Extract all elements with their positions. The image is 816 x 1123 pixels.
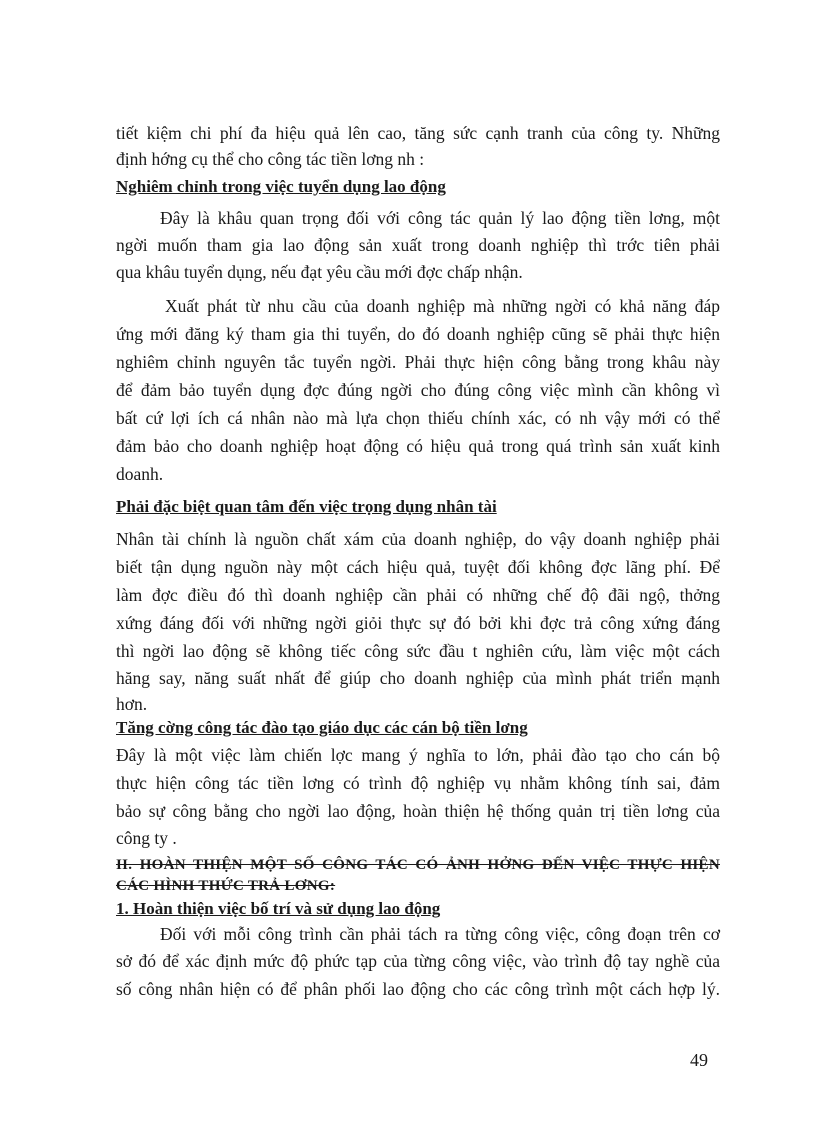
text-line: số công nhân hiện có để phân phối lao động cho các công trình một cách hợp lý. — [116, 979, 720, 999]
text-line: đảm bảo cho doanh nghiệp hoạt động có hiệu quả trong quá trình sản xuất kinh — [116, 436, 720, 456]
text-line: thực hiện công tác tiền lơng có trình độ nghiệp vụ nhằm không tính sai, đảm — [116, 773, 720, 793]
text-line: ứng mới đăng ký tham gia thi tuyển, do đó doanh nghiệp cũng sẽ phải thực hiện — [116, 324, 720, 344]
text-line: tiết kiệm chi phí đa hiệu quả lên cao, tăng sức cạnh tranh của công ty. Những — [116, 123, 720, 143]
text-line: biết tận dụng nguồn này một cách hiệu quả, tuyệt đối không đợc lãng phí. Để — [116, 557, 720, 577]
text-line: định hớng cụ thể cho công tác tiền lơng nh : — [116, 149, 425, 169]
page-number: 49 — [690, 1050, 708, 1070]
text-line: sở đó để xác định mức độ phức tạp của từng công việc, vào trình độ tay nghề của — [116, 951, 720, 971]
text-line: qua khâu tuyển dụng, nếu đạt yêu cầu mới đợc chấp nhận. — [116, 262, 523, 282]
chapter-heading: CÁC HÌNH THỨC TRẢ LƠNG: — [116, 878, 336, 894]
section-heading: Phải đặc biệt quan tâm đến việc trọng dụng nhân tài — [116, 497, 497, 516]
text-line: hăng say, năng suất nhất để giúp cho doanh nghiệp của mình phát triển mạnh — [116, 668, 720, 688]
section-heading: Nghiêm chỉnh trong việc tuyển dụng lao động — [116, 177, 446, 196]
text-line: Xuất phát từ nhu cầu của doanh nghiệp mà những ngời có khả năng đáp — [165, 296, 720, 316]
text-line: thì ngời lao động sẽ không tiếc công sức đầu t nghiên cứu, làm việc một cách — [116, 641, 720, 661]
text-line: làm đợc điều đó thì doanh nghiệp cần phải có những chế độ đãi ngộ, thởng — [116, 585, 720, 605]
text-line: bất cứ lợi ích cá nhân nào mà lựa chọn thiếu chính xác, có nh vậy mới có thể — [116, 408, 720, 428]
text-line: ngời muốn tham gia lao động sản xuất trong doanh nghiệp thì trớc tiên phải — [116, 235, 720, 255]
text-line: bảo sự công bằng cho ngời lao động, hoàn thiện hệ thống quản trị tiền lơng của — [116, 801, 720, 821]
text-line: Nhân tài chính là nguồn chất xám của doanh nghiệp, do vậy doanh nghiệp phải — [116, 529, 720, 549]
text-line: hơn. — [116, 694, 148, 714]
section-heading: 1. Hoàn thiện việc bố trí và sử dụng lao động — [116, 899, 441, 918]
text-line: Đây là khâu quan trọng đối với công tác quản lý lao động tiền lơng, một — [160, 208, 720, 228]
text-line: xứng đáng đối với những ngời giỏi thực sự đó bởi khi đợc trả công xứng đáng — [116, 613, 720, 633]
section-heading: Tăng cờng công tác đào tạo giáo dục các cán bộ tiền lơng — [116, 718, 528, 737]
text-line: Đây là một việc làm chiến lợc mang ý nghĩa to lớn, phải đào tạo cho cán bộ — [116, 745, 720, 765]
text-line: công ty . — [116, 828, 177, 848]
text-line: doanh. — [116, 464, 164, 484]
chapter-heading: II. HOÀN THIỆN MỘT SỐ CÔNG TÁC CÓ ẢNH HỞNG ĐẾN VIỆC THỰC HIỆN — [116, 857, 720, 873]
text-line: Đối với mỗi công trình cần phải tách ra từng công việc, công đoạn trên cơ — [160, 924, 720, 944]
text-line: nghiêm chỉnh nguyên tắc tuyển ngời. Phải thực hiện công bằng trong khâu này — [116, 352, 720, 372]
text-line: để đảm bảo tuyển dụng đợc đúng ngời cho đúng công việc mình cần không vì — [116, 380, 720, 400]
